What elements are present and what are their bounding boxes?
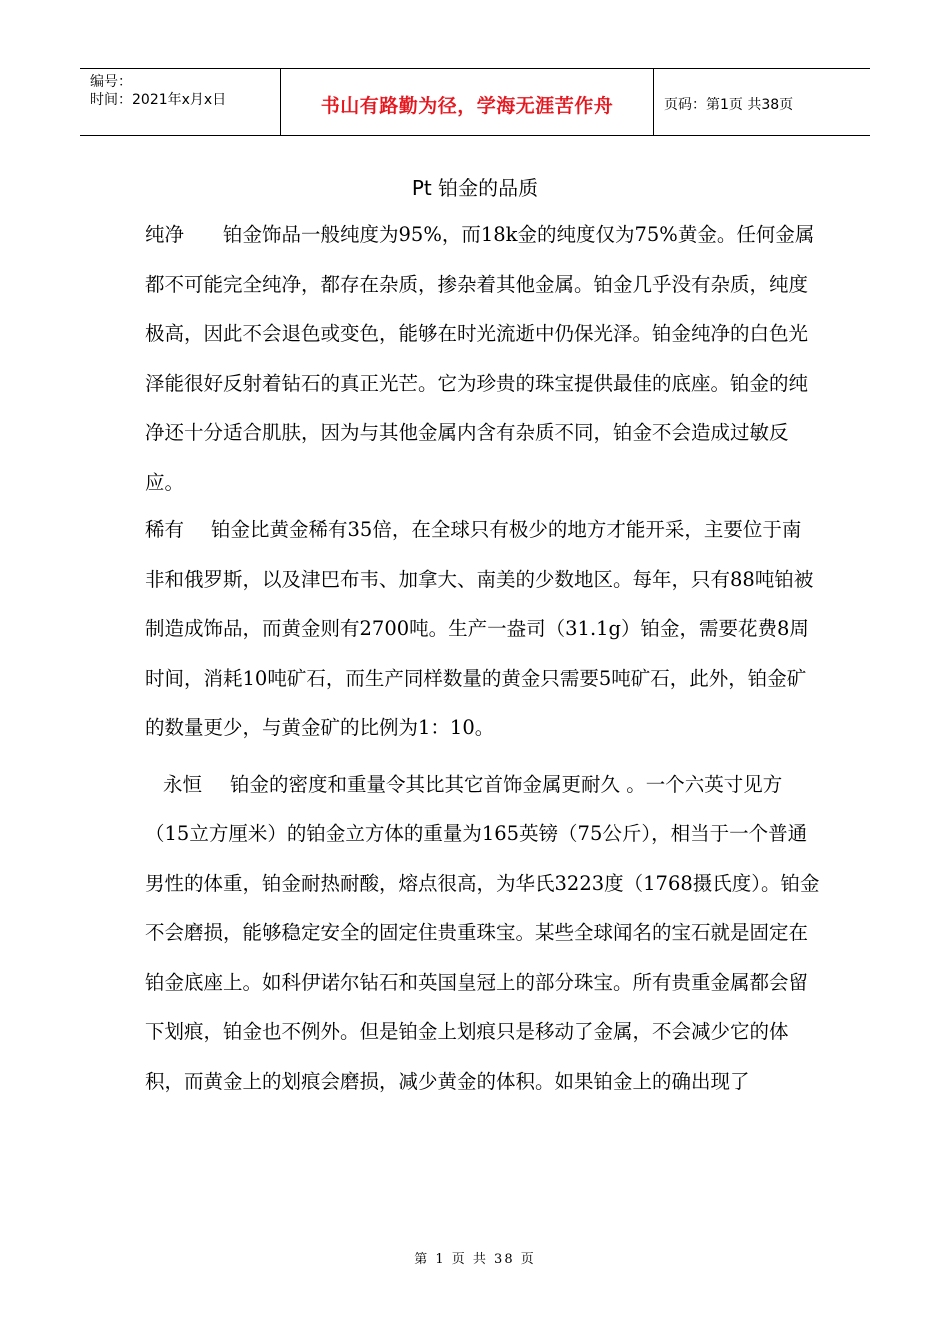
section-text: 铂金饰品一般纯度为95%，而18k金的纯度仅为75%黄金。任何金属都不可能完全纯净，都存在杂质，掺杂着其他金属。铂金几乎没有杂质，纯度极高，因此不会退色或变色，能够在时光流逝中仍保光泽。铂金纯净的白色光泽能很好反射着钻石的真正光芒。它为珍贵的珠宝提供最佳的底座。铂金的纯净还十分适合肌肤，因为与其他金属内含有杂质不同，铂金不会造成过敏反应。: [145, 223, 815, 494]
section-text: 铂金比黄金稀有35倍，在全球只有极少的地方才能开采，主要位于南非和俄罗斯，以及津巴布韦、加拿大、南美的少数地区。每年，只有88吨铂被制造成饰品，而黄金则有2700吨。生产一盎司（31.1g）铂金，需要花费8周时间，消耗10吨矿石，而生产同样数量的黄金只需要5吨矿石，此外，铂金矿的数量更少，与黄金矿的比例为1：10。: [145, 518, 814, 739]
section-rarity: [145, 505, 820, 753]
section-eternity: [145, 760, 820, 1107]
time-label: 时间：2021年x月x日: [90, 92, 227, 108]
header-page-info: 页码：第1页 共38页: [664, 97, 794, 113]
section-label: 纯净: [145, 223, 185, 246]
document-body: [145, 210, 820, 1106]
header-motto-cell: [281, 69, 654, 135]
document-title: Pt 铂金的品质: [411, 176, 539, 200]
section-text: 铂金的密度和重量令其比其它首饰金属更耐久 。一个六英寸见方（15立方厘米）的铂金立方体的重量为165英镑（75公斤），相当于一个普通男性的体重，铂金耐热耐酸，熔点很高，为华氏3223度（1768摄氏度）。铂金不会磨损，能够稳定安全的固定住贵重珠宝。某些全球闻名的宝石就是固定在铂金底座上。如科伊诺尔钻石和英国皇冠上的部分珠宝。所有贵重金属都会留下划痕，铂金也不例外。但是铂金上划痕只是移动了金属，不会减少它的体积，而黄金上的划痕会磨损，减少黄金的体积。如果铂金上的确出现了: [145, 772, 820, 1093]
section-label: 稀有: [145, 518, 185, 541]
header-page-cell: [654, 69, 870, 135]
header-motto: 书山有路勤为径，学海无涯苦作舟: [320, 95, 614, 117]
serial-number-label: 编号：: [90, 74, 132, 90]
header-meta-cell: [80, 69, 281, 135]
page-footer: 第 1 页 共 38 页: [414, 1252, 536, 1267]
document-header: [80, 68, 870, 136]
section-label: 永恒: [163, 772, 203, 796]
section-purity: [145, 210, 820, 507]
